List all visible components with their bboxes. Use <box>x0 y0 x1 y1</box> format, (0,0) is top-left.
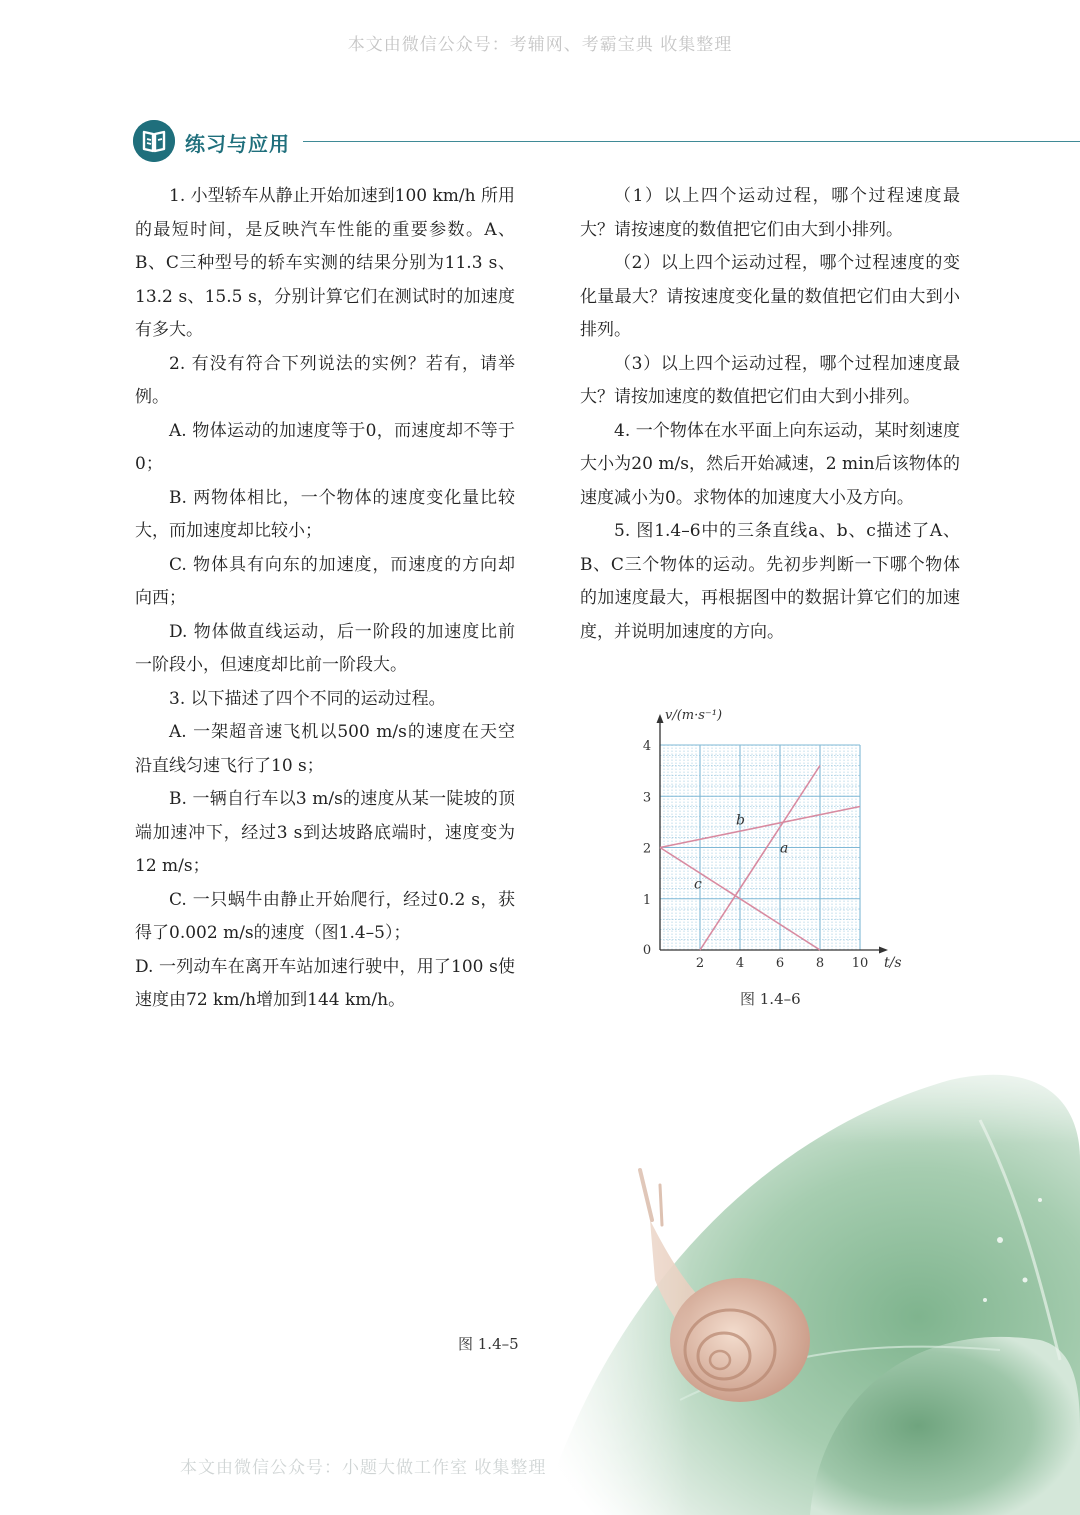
header-rule <box>303 141 1080 142</box>
paragraph: B. 两物体相比，一个物体的速度变化量比较大，而加速度却比较小； <box>135 487 515 541</box>
paragraph: D. 一列动车在离开车站加速行驶中，用了100 s使速度由72 km/h增加到144 km/h。 <box>135 956 515 1010</box>
x-tick-label: 2 <box>695 956 705 971</box>
chart-svg <box>620 700 920 990</box>
y-tick-label: 3 <box>642 790 652 806</box>
paragraph: A. 物体运动的加速度等于0，而速度却不等于0； <box>135 420 515 474</box>
paragraph: B. 一辆自行车以3 m/s的速度从某一陡坡的顶端加速冲下，经过3 s到达坡路底端时，速度变为12 m/s； <box>135 789 515 876</box>
chart-caption: 图 1.4–6 <box>740 990 801 1008</box>
paragraph: 2. 有没有符合下列说法的实例？若有，请举例。 <box>135 353 515 407</box>
y-tick-label: 2 <box>642 841 652 857</box>
watermark-bottom: 本文由微信公众号：小题大做工作室 收集整理 <box>180 1458 547 1478</box>
series-label-a: a <box>780 840 789 857</box>
paragraph: C. 物体具有向东的加速度，而速度的方向却向西； <box>135 554 515 608</box>
snail-photo <box>480 1020 1080 1515</box>
section-header <box>133 120 1080 164</box>
paragraph: 4. 一个物体在水平面上向东运动，某时刻速度大小为20 m/s，然后开始减速，2 min后该物体的速度减小为0。求物体的加速度大小及方向。 <box>580 420 960 508</box>
paragraph: D. 物体做直线运动，后一阶段的加速度比前一阶段小，但速度却比前一阶段大。 <box>135 621 515 675</box>
series-label-b: b <box>736 812 745 829</box>
left-column <box>135 180 515 1018</box>
exercise-book-icon <box>133 120 175 162</box>
y-tick-label: 0 <box>642 943 652 958</box>
x-axis-arrow <box>879 947 888 954</box>
paragraph: 1. 小型轿车从静止开始加速到100 km/h 所用的最短时间，是反映汽车性能的重要参数。A、B、C三种型号的轿车实测的结果分别为11.3 s、13.2 s、15.5 s，分别计算它们在测试时的加速度有多大。 <box>135 186 515 340</box>
snail-on-leaf-image <box>480 1020 1080 1515</box>
x-tick-label: 4 <box>735 956 745 971</box>
velocity-time-chart <box>620 700 920 990</box>
paragraph: （1）以上四个运动过程，哪个过程速度最大？请按速度的数值把它们由大到小排列。 <box>580 186 960 240</box>
paragraph: （2）以上四个运动过程，哪个过程速度的变化量最大？请按速度变化量的数值把它们由大到小排列。 <box>580 253 960 340</box>
paragraph: （3）以上四个运动过程，哪个过程加速度最大？请按加速度的数值把它们由大到小排列。 <box>580 353 960 407</box>
series-label-c: c <box>694 876 702 893</box>
paragraph: 5. 图1.4–6中的三条直线a、b、c描述了A、B、C三个物体的运动。先初步判断一下哪个物体的加速度最大，再根据图中的数据计算它们的加速度，并说明加速度的方向。 <box>580 521 960 642</box>
y-axis-label: v/(m·s⁻¹) <box>665 708 723 723</box>
paragraph: 3. 以下描述了四个不同的运动过程。 <box>169 688 446 709</box>
right-column <box>580 180 960 649</box>
paragraph: A. 一架超音速飞机以500 m/s的速度在天空沿直线匀速飞行了10 s； <box>135 722 515 776</box>
paragraph: C. 一只蜗牛由静止开始爬行，经过0.2 s，获得了0.002 m/s的速度（图1.4–5）； <box>135 889 515 943</box>
y-tick-label: 4 <box>642 739 652 754</box>
x-tick-label: 6 <box>775 956 785 971</box>
y-tick-label: 1 <box>642 892 652 908</box>
photo-caption: 图 1.4–5 <box>458 1335 519 1353</box>
x-tick-label: 10 <box>851 956 869 971</box>
x-axis-label: t/s <box>884 955 902 971</box>
watermark-top: 本文由微信公众号：考辅网、考霸宝典 收集整理 <box>347 35 733 55</box>
section-title: 练习与应用 <box>185 132 290 156</box>
y-axis-arrow <box>657 714 664 723</box>
x-tick-label: 8 <box>815 956 825 971</box>
